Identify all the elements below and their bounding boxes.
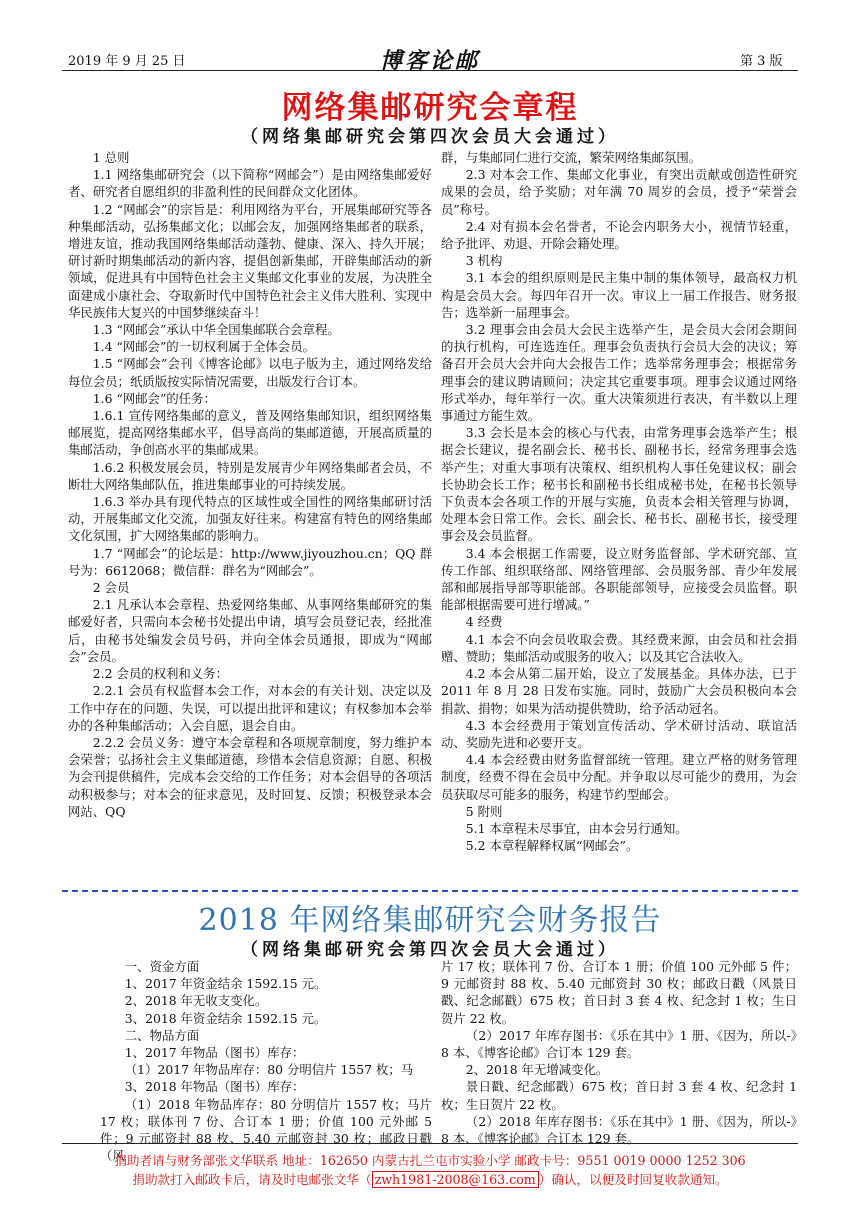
paragraph: （1）2017 年物品库存：80 分明信片 1557 枚；马 (124, 1062, 414, 1078)
paragraph: 5 附则 (465, 803, 503, 819)
paragraph: 2.1 凡承认本会章程、热爱网络集邮、从事网络集邮研究的集邮爱好者，只需向本会秘书处提出申请，填写会员登记表，经批准后，由秘书处编发会员号码，并向全体会员通报，即成为“网邮会”会员。 (68, 597, 432, 664)
paragraph: 群，与集邮同仁进行交流，繁荣网络集邮氛围。 (441, 150, 702, 165)
paragraph: 2、2018 年无增减变化。 (465, 1062, 609, 1078)
article1-title: 网络集邮研究会章程 (281, 90, 579, 126)
article1-column-left (68, 149, 432, 820)
issue-date: 2019 年 9 月 25 日 (68, 54, 186, 69)
article2-column-left (100, 958, 432, 1164)
article1-subtitle: （网络集邮研究会第四次会员大会通过） (241, 127, 619, 147)
paragraph: 1.2 “网邮会”的宗旨是：利用网络为平台，开展集邮研究等各种集邮活动，弘扬集邮文化；以邮会友，加强网络集邮者的联系，增进友谊，推动我国网络集邮活动蓬勃、健康、深入、持久开展；研讨新时期集邮活动的新内容，提倡创新集邮，开辟集邮活动的新领域，促进具有中国特色社会主义集邮文化事业的发展，为决胜全面建成小康社会、夺取新时代中国特色社会主义伟大胜利、实现中华民族伟大复兴的中国梦继续奋斗！ (68, 201, 432, 320)
paragraph: 2、2018 年无收支变化。 (124, 993, 268, 1009)
paragraph: 2 会员 (92, 580, 130, 596)
paragraph: 1 总则 (92, 150, 130, 165)
footer-email-link[interactable]: zwh1981-2008@163.com (372, 1171, 539, 1188)
edition-number: 第 3 版 (740, 54, 783, 69)
paragraph: （2）2018 年库存图书：《乐在其中》1 册、《因为，所以-》8 本、《博客论邮》合订本 129 套。 (441, 1113, 797, 1147)
paragraph: 1、2017 年资金结余 1592.15 元。 (124, 976, 327, 992)
paragraph: 1、2017 年物品（图书）库存： (124, 1045, 305, 1061)
article2-column-right (441, 958, 797, 1147)
paragraph: 3.1 本会的组织原则是民主集中制的集体领导，最高权力机构是会员大会。每四年召开一次。审议上一届工作报告、财务报告；选举新一届理事会。 (441, 270, 797, 320)
paragraph: 1.4 “网邮会”的一切权利属于全体会员。 (92, 339, 315, 355)
footer-rule (62, 1143, 798, 1144)
footer-text-after: ）确认，以便及时回复收款通知。 (538, 1172, 728, 1187)
paragraph: 2.4 对有损本会名誉者，不论会内职务大小，视情节轻重，给予批评、劝退、开除会籍处理。 (441, 218, 797, 252)
paragraph: 5.1 本章程未尽事宜，由本会另行通知。 (465, 820, 688, 836)
paragraph: 3.3 会长是本会的核心与代表，由常务理事会选举产生；根据会长建议，提名副会长、秘书长、副秘书长，经常务理事会选举产生；对重大事项有决策权、组织机构人事任免建议权；副会长协助会长工作；秘书长和副秘书长组成秘书处，在秘书长领导下负责本会各项工作的开展与实施，负责本会相关管理与协调，处理本会日常工作。会长、副会长、秘书长、副秘书长，接受理事会及会员监督。 (441, 425, 797, 544)
paragraph: 4.3 本会经费用于策划宣传活动、学术研讨活动、联谊活动、奖励先进和必要开支。 (441, 717, 797, 750)
header-rule (62, 70, 798, 71)
paragraph: （1）2018 年物品库存：80 分明信片 1557 枚；马片 17 枚；联体刊 7 份、合订本 1 册；价值 100 元外邮 5 件；9 元邮资封 88 枚、5.40 元邮资封 30 枚；邮政日戳（风 (100, 1096, 432, 1164)
paragraph: 4.2 本会从第二届开始，设立了发展基金。具体办法，已于 2011 年 8 月 28 日发布实施。同时，鼓励广大会员积极向本会捐款、捐物；如果为活动提供赞助，给予活动冠名。 (441, 666, 797, 716)
article2-subtitle: （网络集邮研究会第四次会员大会通过） (241, 940, 619, 960)
paragraph: 1.7 “网邮会”的论坛是：http://www.jiyouzhou.cn；QQ 群号为：6612068；微信群：群名为“网邮会”。 (68, 545, 432, 578)
paragraph: 片 17 枚；联体刊 7 份、合订本 1 册；价值 100 元外邮 5 件；9 元邮资封 88 枚、5.40 元邮资封 30 枚；邮政日戳（风景日戳、纪念邮戳）675 枚；首日封 3 套 4 枚、纪念封 1 枚；生日贺片 22 枚。 (441, 959, 797, 1026)
paragraph: （2）2017 年库存图书：《乐在其中》1 册、《因为，所以-》8 本、《博客论邮》合订本 129 套。 (441, 1027, 797, 1061)
paragraph: 1.6.3 举办具有现代特点的区域性或全国性的网络集邮研讨活动，开展集邮文化交流，加强友好往来。构建富有特色的网络集邮文化氛围，扩大网络集邮的影响力。 (68, 494, 432, 544)
footer-donation-info: 捐助者请与财务部张文华联系 地址：162650 内蒙古扎兰屯市实验小学 邮政卡号：9551 0019 0000 1252 306 (114, 1153, 746, 1168)
article1-column-right (441, 149, 797, 854)
footer-confirm-note (62, 1169, 798, 1188)
paragraph: 1.1 网络集邮研究会（以下简称“网邮会”）是由网络集邮爱好者、研究者自愿组织的非盈利性的民间群众文化团体。 (68, 167, 432, 200)
paragraph: 3、2018 年资金结余 1592.15 元。 (124, 1010, 327, 1026)
paragraph: 3、2018 年物品（图书）库存： (124, 1079, 305, 1095)
paragraph: 景日戳、纪念邮戳）675 枚；首日封 3 套 4 枚、纪念封 1 枚；生日贺片 22 枚。 (441, 1079, 797, 1112)
paragraph: 1.5 “网邮会”会刊《博客论邮》以电子版为主，通过网络发给每位会员；纸质版按实际情况需要，出版发行合订本。 (68, 356, 432, 389)
article2-title: 2018 年网络集邮研究会财务报告 (198, 903, 662, 938)
paragraph: 1.6.1 宣传网络集邮的意义，普及网络集邮知识，组织网络集邮展览，提高网络集邮水平，倡导高尚的集邮道德，开展高质量的集邮活动，争创高水平的集邮成果。 (68, 408, 432, 458)
paragraph: 1.3 “网邮会”承认中华全国集邮联合会章程。 (92, 322, 340, 338)
paragraph: 2.2 会员的权利和义务： (92, 666, 228, 682)
paragraph: 4.1 本会不向会员收取会费。其经费来源，由会员和社会捐赠、赞助；集邮活动或服务的收入；以及其它合法收入。 (441, 631, 797, 664)
paragraph: 4 经费 (465, 614, 503, 630)
paragraph: 2.2.2 会员义务：遵守本会章程和各项规章制度，努力维护本会荣誉；弘扬社会主义集邮道德，珍惜本会信息资源；自愿、积极为会刊提供稿件，完成本会交给的工作任务；对本会倡导的各项活动积极参与；对本会的征求意见，及时回复、反馈；积极登录本会网站、QQ (68, 734, 432, 819)
paragraph: 2.2.1 会员有权监督本会工作，对本会的有关计划、决定以及工作中存在的问题、失误，可以提出批评和建议；有权参加本会举办的各种集邮活动；入会自愿，退会自由。 (68, 683, 432, 733)
page-header (0, 0, 860, 78)
footer-text-before: 捐助款打入邮政卡后，请及时电邮张文华（ (132, 1172, 372, 1187)
paragraph: 2.3 对本会工作、集邮文化事业，有突出贡献或创造性研究成果的会员，给予奖励；对年满 70 周岁的会员，授予“荣誉会员”称号。 (441, 167, 797, 217)
paragraph: 3.4 本会根据工作需要，设立财务监督部、学术研究部、宣传工作部、组织联络部、网络管理部、会员服务部、青少年发展部和邮展指导部等职能部。各职能部领导，应接受会员监督。职能部根据需要可进行增减。” (441, 545, 797, 613)
paragraph: 二、物品方面 (124, 1027, 200, 1043)
paragraph: 4.4 本会经费由财务监督部统一管理。建立严格的财务管理制度，经费不得在会员中分配。并争取以尽可能少的费用，为会员获取尽可能多的服务，构建节约型邮会。 (441, 752, 797, 802)
masthead-logo: 博客论邮 (379, 48, 480, 74)
paragraph: 一、资金方面 (124, 959, 200, 974)
paragraph: 3.2 理事会由会员大会民主选举产生，是会员大会闭会期间的执行机构，可连选连任。理事会负责执行会员大会的决议；筹备召开会员大会并向大会报告工作；选举常务理事会；根据常务理事会的建议聘请顾问；决定其它重要事项。理事会议通过网络形式举办，每年举行一次。重大决策须进行表决，有半数以上理事通过方能生效。 (441, 322, 797, 424)
paragraph: 1.6.2 积极发展会员，特别是发展青少年网络集邮者会员，不断壮大网络集邮队伍，推进集邮事业的可持续发展。 (68, 459, 432, 492)
paragraph: 5.2 本章程解释权属“网邮会”。 (465, 838, 639, 854)
paragraph: 3 机构 (465, 253, 503, 269)
section-divider (62, 890, 798, 892)
paragraph: 1.6 “网邮会”的任务： (92, 390, 216, 406)
